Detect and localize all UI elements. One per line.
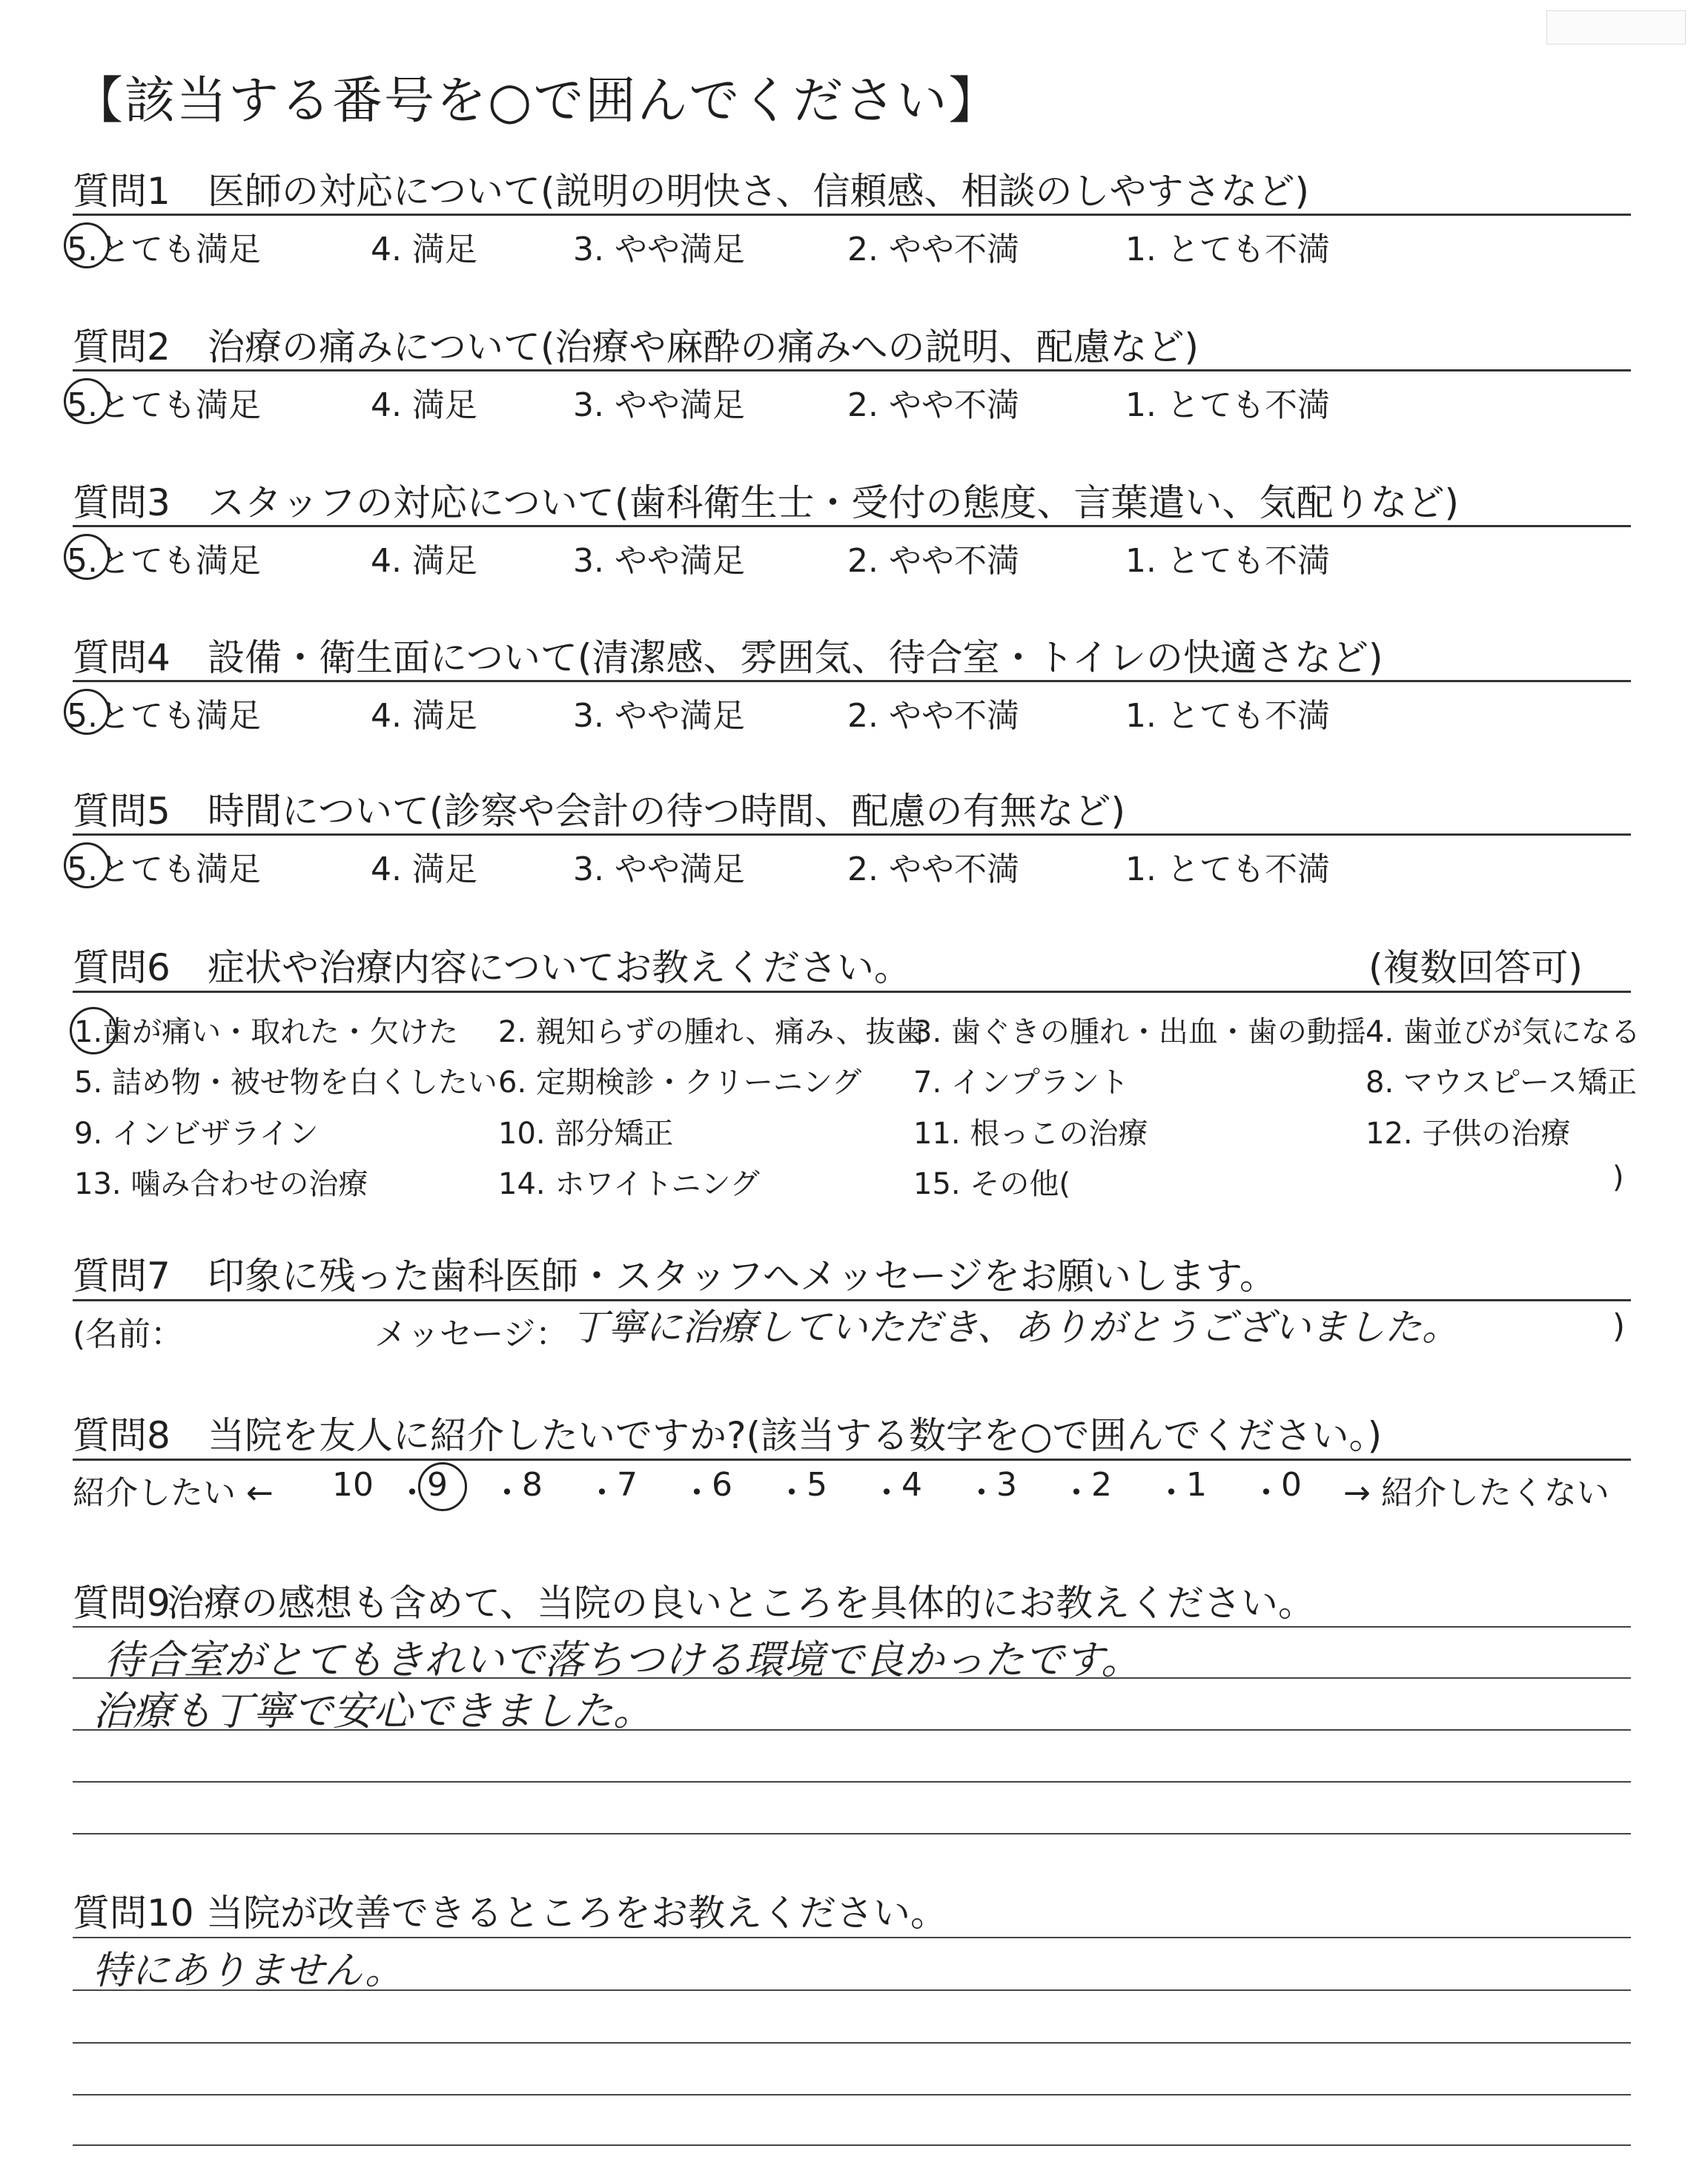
q8-separator-dot: ・ (1060, 1474, 1093, 1512)
q6-underline (73, 991, 1631, 993)
q4-selection-circle (64, 689, 110, 735)
q8-selection-circle (418, 1462, 467, 1511)
q5-option-1: 1. とても不満 (1125, 851, 1330, 888)
q8-separator-dot: ・ (586, 1474, 618, 1512)
q6-option-11: 11. 根っこの治療 (913, 1117, 1148, 1151)
q8-separator-dot: ・ (1250, 1474, 1282, 1512)
q3-selection-circle (64, 534, 110, 580)
q3-option-5: 5.とても満足 (67, 542, 261, 580)
q10-rule-5 (73, 2144, 1631, 2146)
q4-text: 設備・衛生面について(清潔感、雰囲気、待合室・トイレの快適さなど) (208, 636, 1383, 679)
q2-selection-circle (64, 378, 110, 424)
q1-option-4: 4. 満足 (371, 231, 477, 268)
q9-label: 質問9 (73, 1582, 171, 1625)
q6-option-6: 6. 定期検診・クリーニング (498, 1066, 862, 1100)
q6-option-4: 4. 歯並びが気になる (1366, 1015, 1641, 1049)
q7-message-answer: 丁寧に治療していただき、ありがとうございました。 (571, 1306, 1459, 1349)
q10-rule-1 (73, 1937, 1631, 1938)
q8-scale-9: 9 (427, 1466, 448, 1504)
q7-close-paren: ) (1612, 1307, 1626, 1345)
q3-option-2: 2. やや不満 (847, 542, 1019, 580)
q8-separator-dot: ・ (965, 1474, 998, 1512)
q2-option-1: 1. とても不満 (1125, 386, 1330, 424)
q8-scale-8: 8 (522, 1466, 543, 1504)
q3-option-1: 1. とても不満 (1125, 542, 1330, 580)
q8-scale-1: 1 (1186, 1466, 1207, 1504)
q6-option-14: 14. ホワイトニング (498, 1167, 760, 1201)
q4-underline (73, 680, 1631, 682)
q5-selection-circle (64, 842, 110, 888)
q4-option-5: 5.とても満足 (67, 697, 261, 735)
q1-option-2: 2. やや不満 (847, 231, 1019, 268)
q2-underline (73, 369, 1631, 371)
q6-selection-circle (70, 1007, 117, 1054)
q6-option-12: 12. 子供の治療 (1366, 1117, 1571, 1151)
q9-rule-4 (73, 1781, 1631, 1783)
q4-option-1: 1. とても不満 (1125, 697, 1330, 735)
q8-separator-dot: ・ (1155, 1474, 1188, 1512)
q2-label: 質問2 (73, 326, 171, 369)
q9-rule-2 (73, 1677, 1631, 1679)
q2-option-3: 3. やや満足 (573, 386, 745, 424)
q10-rule-4 (73, 2094, 1631, 2095)
q1-option-5: 5.とても満足 (67, 231, 261, 268)
q3-text: スタッフの対応について(歯科衛生士・受付の態度、言葉遣い、気配りなど) (208, 481, 1460, 524)
q8-scale-3: 3 (996, 1466, 1017, 1504)
q8-scale-4: 4 (901, 1466, 922, 1504)
q3-option-4: 4. 満足 (371, 542, 477, 580)
q8-underline (73, 1459, 1631, 1461)
q6-option-2: 2. 親知らずの腫れ、痛み、抜歯 (498, 1015, 925, 1049)
q6-option-15: 15. その他( (913, 1167, 1070, 1201)
q8-label: 質問8 (73, 1414, 171, 1457)
q3-underline (73, 525, 1631, 527)
q1-selection-circle (64, 222, 110, 268)
q6-option-5: 5. 詰め物・被せ物を白くしたい (74, 1066, 497, 1100)
q5-text: 時間について(診察や会計の待つ時間、配慮の有無など) (208, 790, 1126, 833)
q4-label: 質問4 (73, 636, 171, 679)
q7-label: 質問7 (73, 1255, 171, 1298)
q9-answer-line-2: 治療も丁寧で安心できました。 (93, 1688, 653, 1734)
q2-option-4: 4. 満足 (371, 386, 477, 424)
q9-rule-5 (73, 1833, 1631, 1834)
q8-scale-0: 0 (1281, 1466, 1302, 1504)
q6-option-7: 7. インプラント (913, 1066, 1129, 1100)
q9-answer-line-1: 待合室がとてもきれいで落ちつける環境で良かったです。 (104, 1636, 1142, 1683)
q10-rule-3 (73, 2042, 1631, 2044)
q9-text: 治療の感想も含めて、当院の良いところを具体的にお教えください。 (167, 1582, 1315, 1625)
q7-name-label: (名前： (73, 1315, 184, 1353)
q4-option-4: 4. 満足 (371, 697, 477, 735)
q8-scale-2: 2 (1091, 1466, 1112, 1504)
q2-text: 治療の痛みについて(治療や麻酔の痛みへの説明、配慮など) (208, 326, 1199, 369)
q10-rule-2 (73, 1989, 1631, 1991)
q8-scale-7: 7 (617, 1466, 638, 1504)
q9-rule-3 (73, 1729, 1631, 1731)
q6-text: 症状や治療内容についてお教えください。 (208, 946, 911, 989)
q3-label: 質問3 (73, 481, 171, 524)
q1-option-1: 1. とても不満 (1125, 231, 1330, 268)
q8-separator-dot: ・ (681, 1474, 713, 1512)
q8-separator-dot: ・ (870, 1474, 903, 1512)
q8-left-label: 紹介したい ← (73, 1474, 274, 1512)
q2-option-2: 2. やや不満 (847, 386, 1019, 424)
q7-text: 印象に残った歯科医師・スタッフへメッセージをお願いします。 (208, 1255, 1277, 1298)
q3-option-3: 3. やや満足 (573, 542, 745, 580)
q1-label: 質問1 (73, 170, 171, 213)
q8-text: 当院を友人に紹介したいですか?(該当する数字を○で囲んでください。) (208, 1414, 1383, 1457)
q5-option-4: 4. 満足 (371, 851, 477, 888)
q10-label: 質問10 (73, 1892, 194, 1935)
q5-option-3: 3. やや満足 (573, 851, 745, 888)
q1-underline (73, 214, 1631, 216)
q2-option-5: 5.とても満足 (67, 386, 261, 424)
q7-message-label: メッセージ： (374, 1315, 569, 1353)
q6-option-16: ) (1612, 1160, 1624, 1195)
q6-option-10: 10. 部分矯正 (498, 1117, 674, 1151)
q4-option-3: 3. やや満足 (573, 697, 745, 735)
q8-separator-dot: ・ (491, 1474, 523, 1512)
q8-right-label: → 紹介したくない (1343, 1474, 1609, 1512)
q5-option-5: 5.とても満足 (67, 851, 261, 888)
q6-option-3: 3. 歯ぐきの腫れ・出血・歯の動揺 (913, 1015, 1366, 1049)
q5-underline (73, 833, 1631, 836)
q8-scale-6: 6 (712, 1466, 732, 1504)
q4-option-2: 2. やや不満 (847, 697, 1019, 735)
q5-label: 質問5 (73, 790, 171, 833)
q6-option-9: 9. インビザライン (74, 1117, 319, 1151)
q6-option-13: 13. 噛み合わせの治療 (74, 1167, 368, 1201)
q10-answer-line-1: 特にありません。 (93, 1949, 404, 1993)
q6-label: 質問6 (73, 946, 171, 989)
q10-text: 当院が改善できるところをお教えください。 (206, 1892, 947, 1935)
q8-scale-10: 10 (332, 1466, 374, 1504)
q1-option-3: 3. やや満足 (573, 231, 745, 268)
form-heading: 【該当する番号を○で囲んでください】 (73, 72, 1001, 131)
q8-separator-dot: ・ (775, 1474, 808, 1512)
q9-rule-1 (73, 1626, 1631, 1628)
q6-option-8: 8. マウスピース矯正 (1366, 1066, 1638, 1100)
q8-separator-dot: ・ (396, 1474, 428, 1512)
q5-option-2: 2. やや不満 (847, 851, 1019, 888)
scan-corner-mark (1546, 10, 1686, 44)
q8-scale-5: 5 (807, 1466, 827, 1504)
q6-note: (複数回答可) (1368, 946, 1583, 989)
q6-option-1: 1.歯が痛い・取れた・欠けた (74, 1015, 459, 1049)
q1-text: 医師の対応について(説明の明快さ、信頼感、相談のしやすさなど) (208, 170, 1310, 213)
